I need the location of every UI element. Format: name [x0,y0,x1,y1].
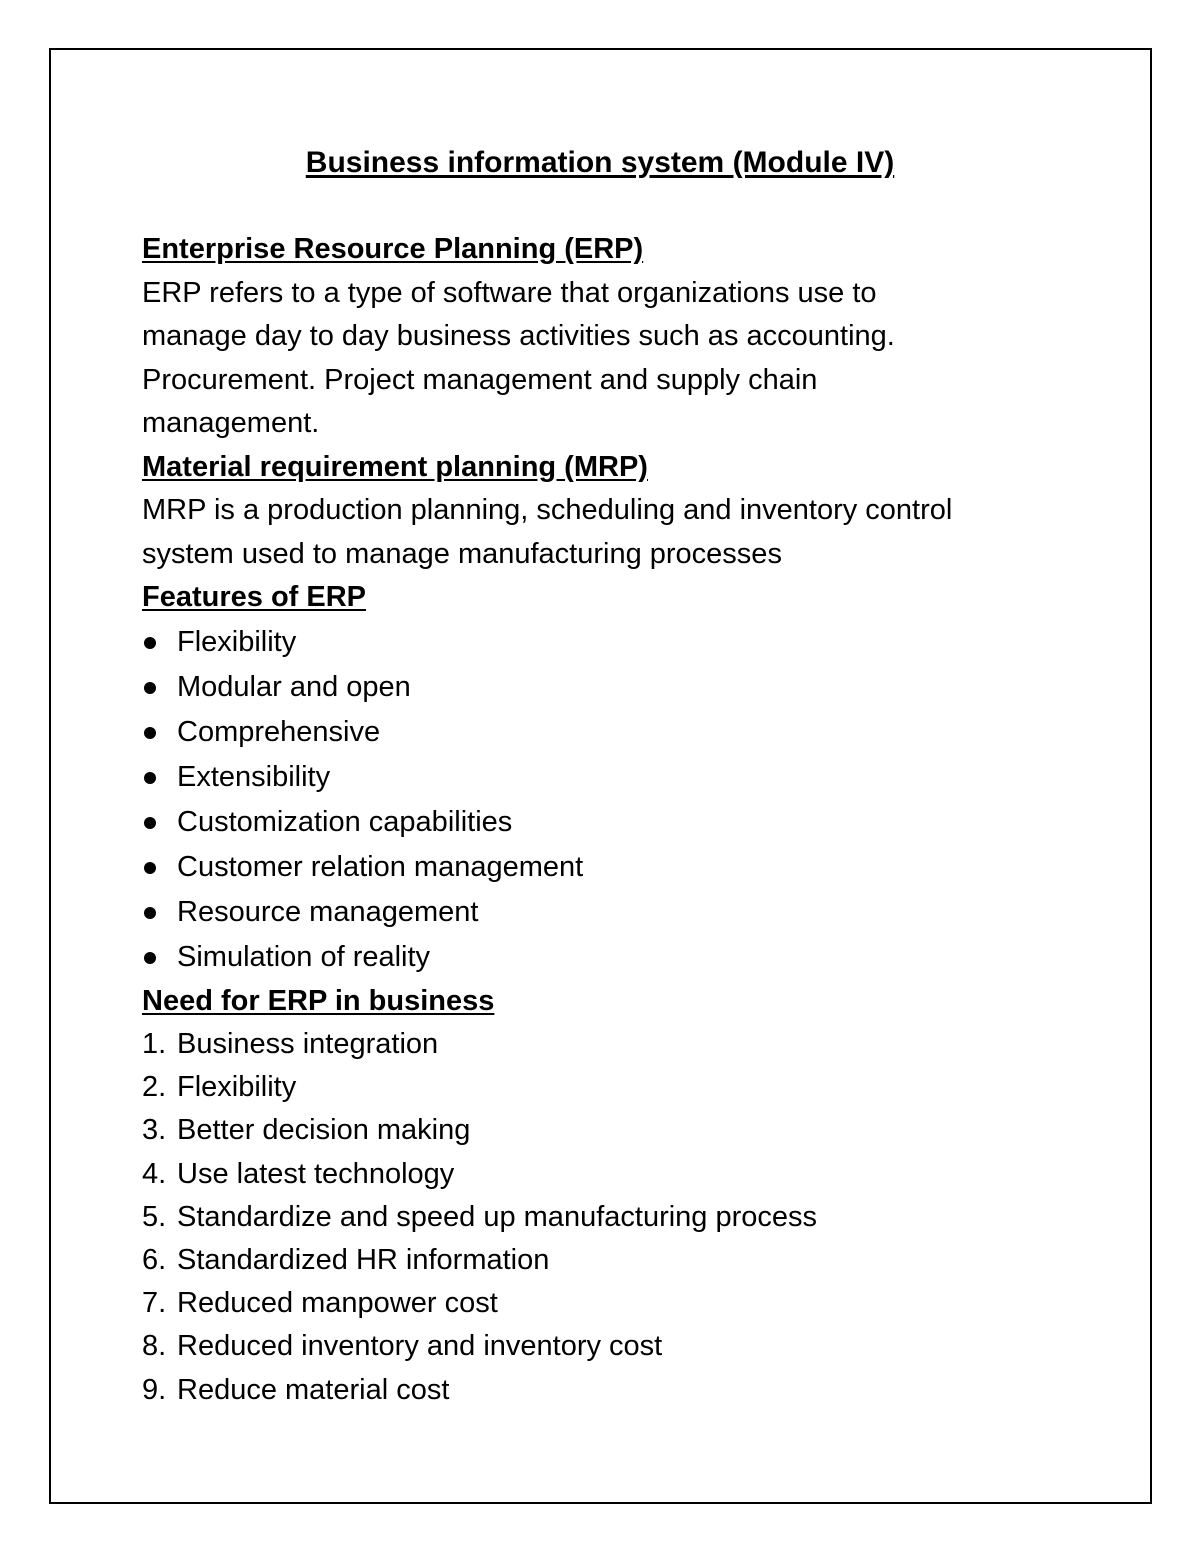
features-list-item [142,890,1102,935]
features-list-item [142,620,1102,665]
need-list-item [142,1325,1102,1368]
features-list-item [142,710,1102,755]
bullet-icon [144,637,156,649]
erp-line: ERP refers to a type of software that organizations use to [142,276,877,309]
features-item-text: Resource management [177,895,479,928]
need-list-item [142,1239,1102,1282]
need-item-number: 2. [142,1071,167,1104]
bullet-icon [144,817,156,829]
need-item-text: Use latest technology [177,1157,455,1190]
page-title-text: Business information system (Module IV) [305,146,895,179]
need-item-number: 9. [142,1373,167,1406]
features-item-text: Customization capabilities [177,805,513,838]
bullet-icon [144,952,156,964]
need-list-item [142,1369,1102,1412]
features-list [142,620,1102,980]
document-body [142,228,1102,1412]
need-item-text: Standardized HR information [177,1244,550,1277]
features-item-text: Extensibility [177,760,331,793]
need-item-text: Standardize and speed up manufacturing process [177,1200,818,1233]
need-item-text: Business integration [177,1028,439,1060]
features-item-text: Simulation of reality [177,940,431,973]
need-heading: Need for ERP in business [142,984,495,1017]
need-item-number: 3. [142,1114,167,1147]
need-list-item [142,1196,1102,1239]
erp-line: management. [142,407,320,439]
features-list-item [142,845,1102,890]
need-item-text: Flexibility [177,1071,297,1104]
need-item-number: 5. [142,1200,167,1233]
page-title [0,141,1200,185]
mrp-line: system used to manage manufacturing processes [142,537,782,570]
need-list-item [142,1282,1102,1325]
features-heading: Features of ERP [142,581,366,613]
need-item-number: 4. [142,1157,167,1190]
need-list-item [142,1109,1102,1152]
mrp-heading: Material requirement planning (MRP) [142,450,648,483]
need-list [142,1023,1102,1412]
bullet-icon [144,772,156,784]
bullet-icon [144,862,156,874]
need-item-number: 7. [142,1287,167,1320]
features-list-item [142,665,1102,710]
features-item-text: Customer relation management [177,850,584,883]
features-list-item [142,800,1102,845]
bullet-icon [144,907,156,919]
need-item-text: Reduced inventory and inventory cost [177,1330,663,1363]
features-item-text: Flexibility [177,625,297,658]
mrp-line: MRP is a production planning, scheduling and inventory control [142,494,953,526]
features-item-text: Modular and open [177,670,411,703]
features-list-item [142,935,1102,980]
need-list-item [142,1066,1102,1109]
erp-heading: Enterprise Resource Planning (ERP) [142,233,644,265]
features-item-text: Comprehensive [177,715,381,748]
need-item-number: 8. [142,1330,167,1363]
features-list-item [142,755,1102,800]
need-item-number: 6. [142,1244,167,1277]
need-item-text: Reduced manpower cost [177,1287,498,1320]
erp-line: Procurement. Project management and supply chain [142,363,818,396]
need-item-number: 1. [142,1028,167,1060]
bullet-icon [144,727,156,739]
need-item-text: Reduce material cost [177,1373,450,1406]
bullet-icon [144,682,156,694]
need-list-item [142,1153,1102,1196]
need-list-item [142,1023,1102,1066]
erp-line: manage day to day business activities such as accounting. [142,320,895,352]
need-item-text: Better decision making [177,1114,471,1147]
